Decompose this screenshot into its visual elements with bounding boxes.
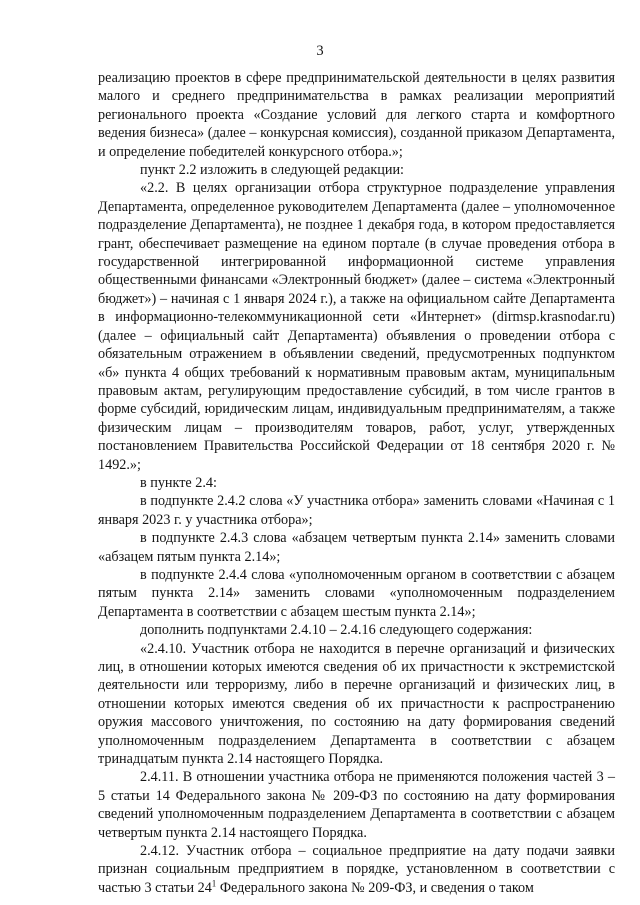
paragraph-2-4-3: в подпункте 2.4.3 слова «абзацем четвертым пункта 2.14» заменить словами «абзацем пятым пункта 2.14»; [98,530,615,565]
paragraph-2-4-12-start: 2.4.12. Участник отбора – социальное предприятие на дату подачи заявки признан социальным предприятием в порядке, установленном в соответствии с частью 3 статьи 24 [98,843,615,896]
paragraph-2-4-10: «2.4.10. Участник отбора не находится в перечне организаций и физических лиц, в отношении которых имеются сведения об их причастности к экстремистской деятельности или терроризму, либо в перечне организаций и физических лиц, в отношении которых имеются сведения об их причастности к распространению оружия массового уничтожения, по состоянию на дату формирования сведений уполномоченным подразделением Департамента в соответствии с абзацем тринадцатым пункта 2.14 настоящего Порядка. [98,640,615,768]
paragraph-2-4-12 [98,842,615,897]
paragraph-2-4-11: 2.4.11. В отношении участника отбора не применяются положения частей 3 – 5 статьи 14 Федерального закона № 209-ФЗ по состоянию на дату формирования сведений уполномоченным подразделением Департамента в соответствии с абзацем четвертым пункта 2.14 настоящего Порядка. [98,769,615,841]
paragraph-2-2-text: «2.2. В целях организации отбора структурное подразделение управления Департамента, определенное руководителем Департамента (далее – уполномоченное подразделение Департамента), не позднее 1 декабря года, в котором предоставляется грант, обеспечивает размещение на едином портале (в случае проведения отбора в государственной интегрированной информационной системе управления общественными финансами «Электронный бюджет» (далее – система «Электронный бюджет») – начиная с 1 января 2024 г.), а также на официальном сайте Департамента в информационно-телекоммуникационной сети «Интернет» (dirmsp.krasnodar.ru) (далее – официальный сайт Департамента) объявления о проведении отбора с обязательным отражением в объявлении сведений, предусмотренных подпунктом «б» пункта 4 общих требований к нормативным правовым актам, муниципальным правовым актам, регулирующим предоставление субсидий, в том числе грантов в форме субсидий, юридическим лицам, индивидуальным предпринимателям, а также физическим лицам – производителям товаров, работ, услуг, утвержденных постановлением Правительства Российской Федерации от 18 сентября 2020 г. № 1492.»; [98,180,615,473]
paragraph-commission-continuation: реализацию проектов в сфере предпринимательской деятельности в целях развития малого и среднего предпринимательства в рамках реализации мероприятий регионального проекта «Создание условий для легкого старта и комфортного ведения бизнеса» (далее – конкурсная комиссия), созданной приказом Департамента, и определение победителей конкурсного отбора.»; [98,70,615,160]
document-body [98,69,615,897]
paragraph-2-4-12-end: Федерального закона № 209-ФЗ, и сведения о таком [216,879,534,896]
paragraph-2-4-4: в подпункте 2.4.4 слова «уполномоченным органом в соответствии с абзацем пятым пункта 2.14» заменить словами «уполномоченным подразделением Департамента в соответствии с абзацем шестым пункта 2.14»; [98,566,615,620]
page-number: 3 [316,43,324,59]
paragraph-add-subitems: дополнить подпунктами 2.4.10 – 2.4.16 следующего содержания: [140,622,533,639]
paragraph-in-2-4: в пункте 2.4: [140,474,217,491]
superscript-marker: 1 [211,878,217,889]
paragraph-2-4-2: в подпункте 2.4.2 слова «У участника отбора» заменить словами «Начиная с 1 января 2023 г. у участника отбора»; [98,493,615,528]
paragraph-amend-2-2: пункт 2.2 изложить в следующей редакции: [140,162,404,179]
